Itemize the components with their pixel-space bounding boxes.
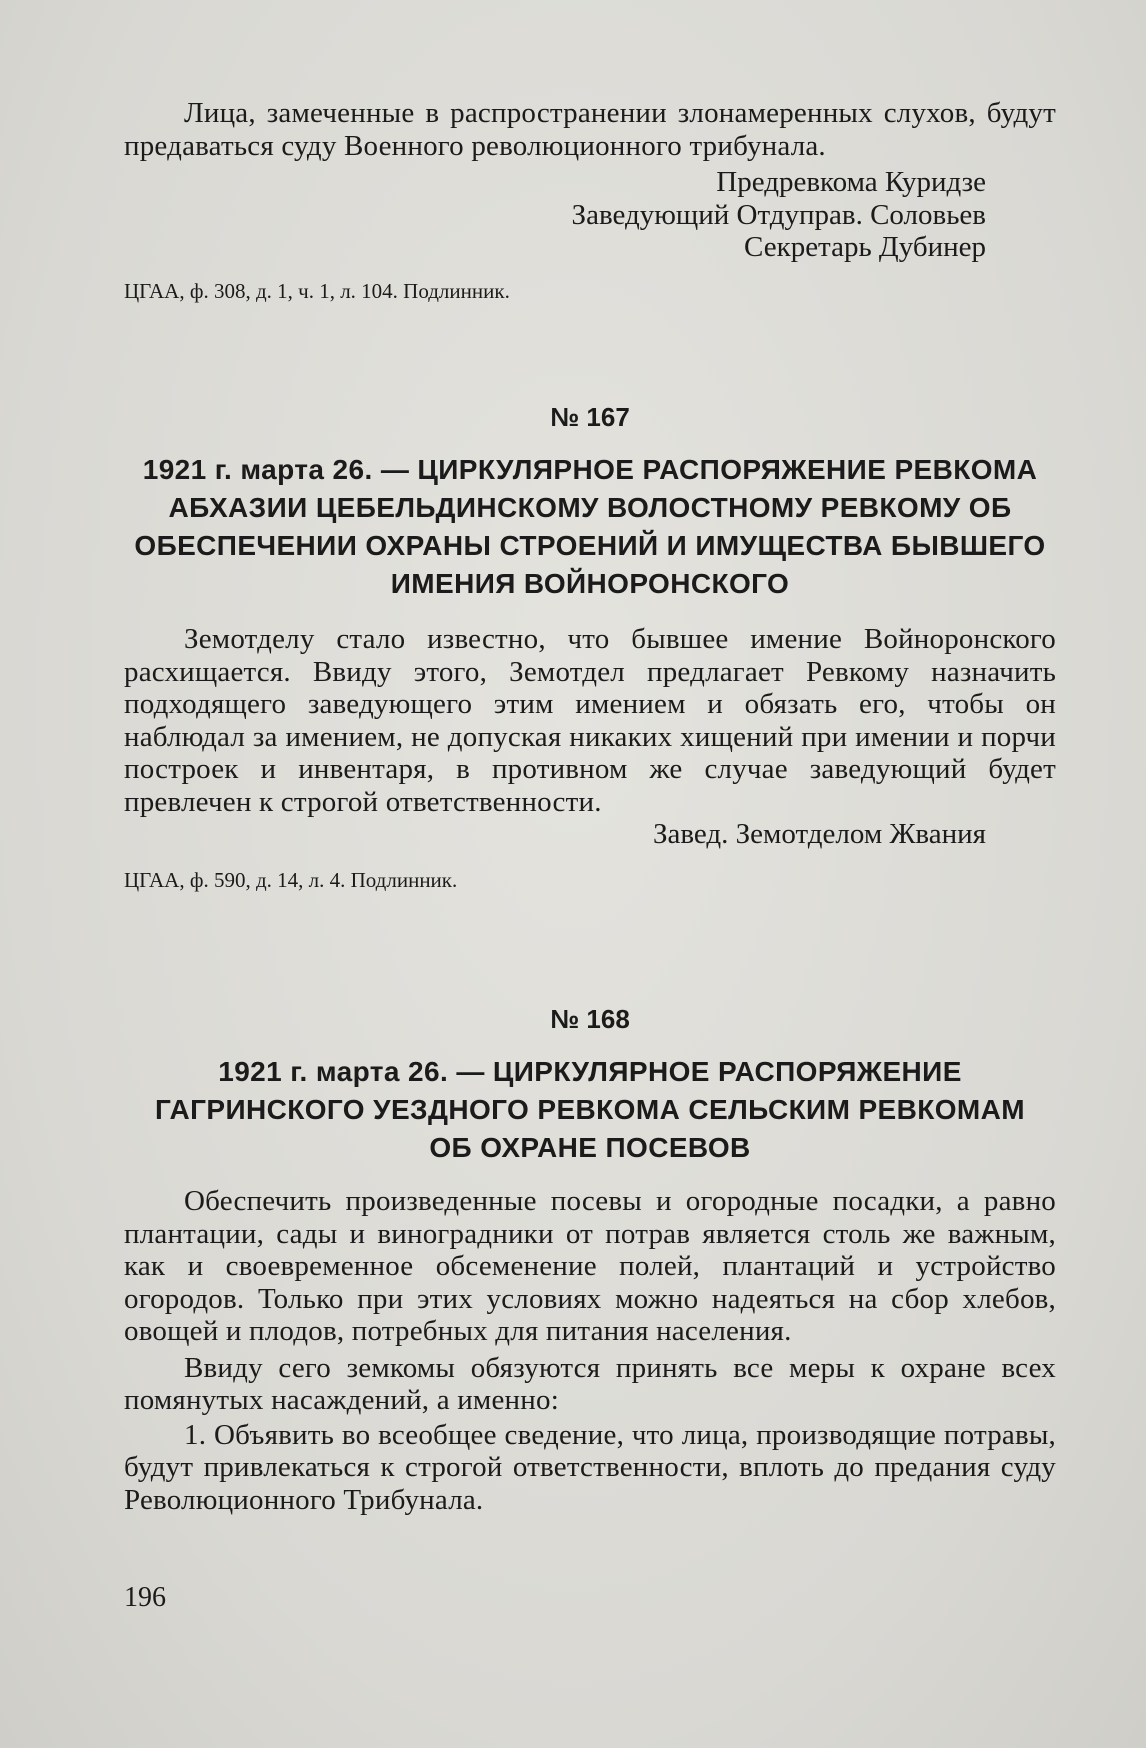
document-number: № 167 bbox=[550, 402, 630, 432]
document-number: № 168 bbox=[550, 1004, 630, 1034]
signature-line: Заведующий Отдуправ. Соловьев bbox=[571, 198, 986, 231]
signature-line: Предревкома Куридзе bbox=[716, 166, 986, 198]
document-paragraph: Обеспечить произведенные посевы и огородные посадки, а равно плантации, сады и виноградники от потрав является столь же важным, как и своевременное обсеменение полей, плантаций и устройство огородов. Только при этих условиях можно надеяться на сбор хлебов, овощей и плодов, потребных для питания населения. bbox=[124, 1185, 1056, 1347]
top-paragraph: Лица, замеченные в распространении злонамеренных слухов, будут предаваться суду Военного революционного трибунала. bbox=[124, 97, 1056, 162]
archive-source: ЦГАА, ф. 308, д. 1, ч. 1, л. 104. Подлинник. bbox=[124, 278, 510, 303]
top-section bbox=[124, 97, 1056, 304]
top-signatures bbox=[124, 166, 1056, 264]
archive-source: ЦГАА, ф. 590, д. 14, л. 4. Подлинник. bbox=[124, 867, 458, 892]
document-167 bbox=[124, 402, 1056, 893]
document-168 bbox=[124, 1004, 1056, 1516]
document-paragraph: 1. Объявить во всеобщее сведение, что лица, производящие потравы, будут привлекаться к строгой ответственности, вплоть до предания суду Революционного Трибунала. bbox=[124, 1418, 1056, 1516]
signature-line: Секретарь Дубинер bbox=[744, 231, 986, 263]
signature-line: Завед. Земотделом Жвания bbox=[652, 818, 986, 850]
document-title: 1921 г. марта 26. — ЦИРКУЛЯРНОЕ РАСПОРЯЖЕНИЕ РЕВКОМА АБХАЗИИ ЦЕБЕЛЬДИНСКОМУ ВОЛОСТНОМУ РЕВКОМУ ОБ ОБЕСПЕЧЕНИИ ОХРАНЫ СТРОЕНИЙ И ИМУЩЕСТВА БЫВШЕГО ИМЕНИЯ ВОЙНОРОНСКОГО bbox=[134, 454, 1046, 599]
document-paragraph: Ввиду сего земкомы обязуются принять все меры к охране всех помянутых насаждений, а именно: bbox=[124, 1351, 1056, 1416]
page-number: 196 bbox=[124, 1582, 166, 1613]
document-title: 1921 г. марта 26. — ЦИРКУЛЯРНОЕ РАСПОРЯЖЕНИЕ ГАГРИНСКОГО УЕЗДНОГО РЕВКОМА СЕЛЬСКИМ РЕВКОМАМ ОБ ОХРАНЕ ПОСЕВОВ bbox=[154, 1056, 1025, 1163]
document-paragraph: Земотделу стало известно, что бывшее имение Войноронского расхищается. Ввиду этого, Земотдел предлагает Ревкому назначить подходящего заведующего этим имением и обязать его, чтобы он наблюдал за имением, не допуская никаких хищений при имении и порчи построек и инвентаря, в противном же случае заведующий будет превлечен к строгой ответственности. bbox=[124, 623, 1056, 818]
